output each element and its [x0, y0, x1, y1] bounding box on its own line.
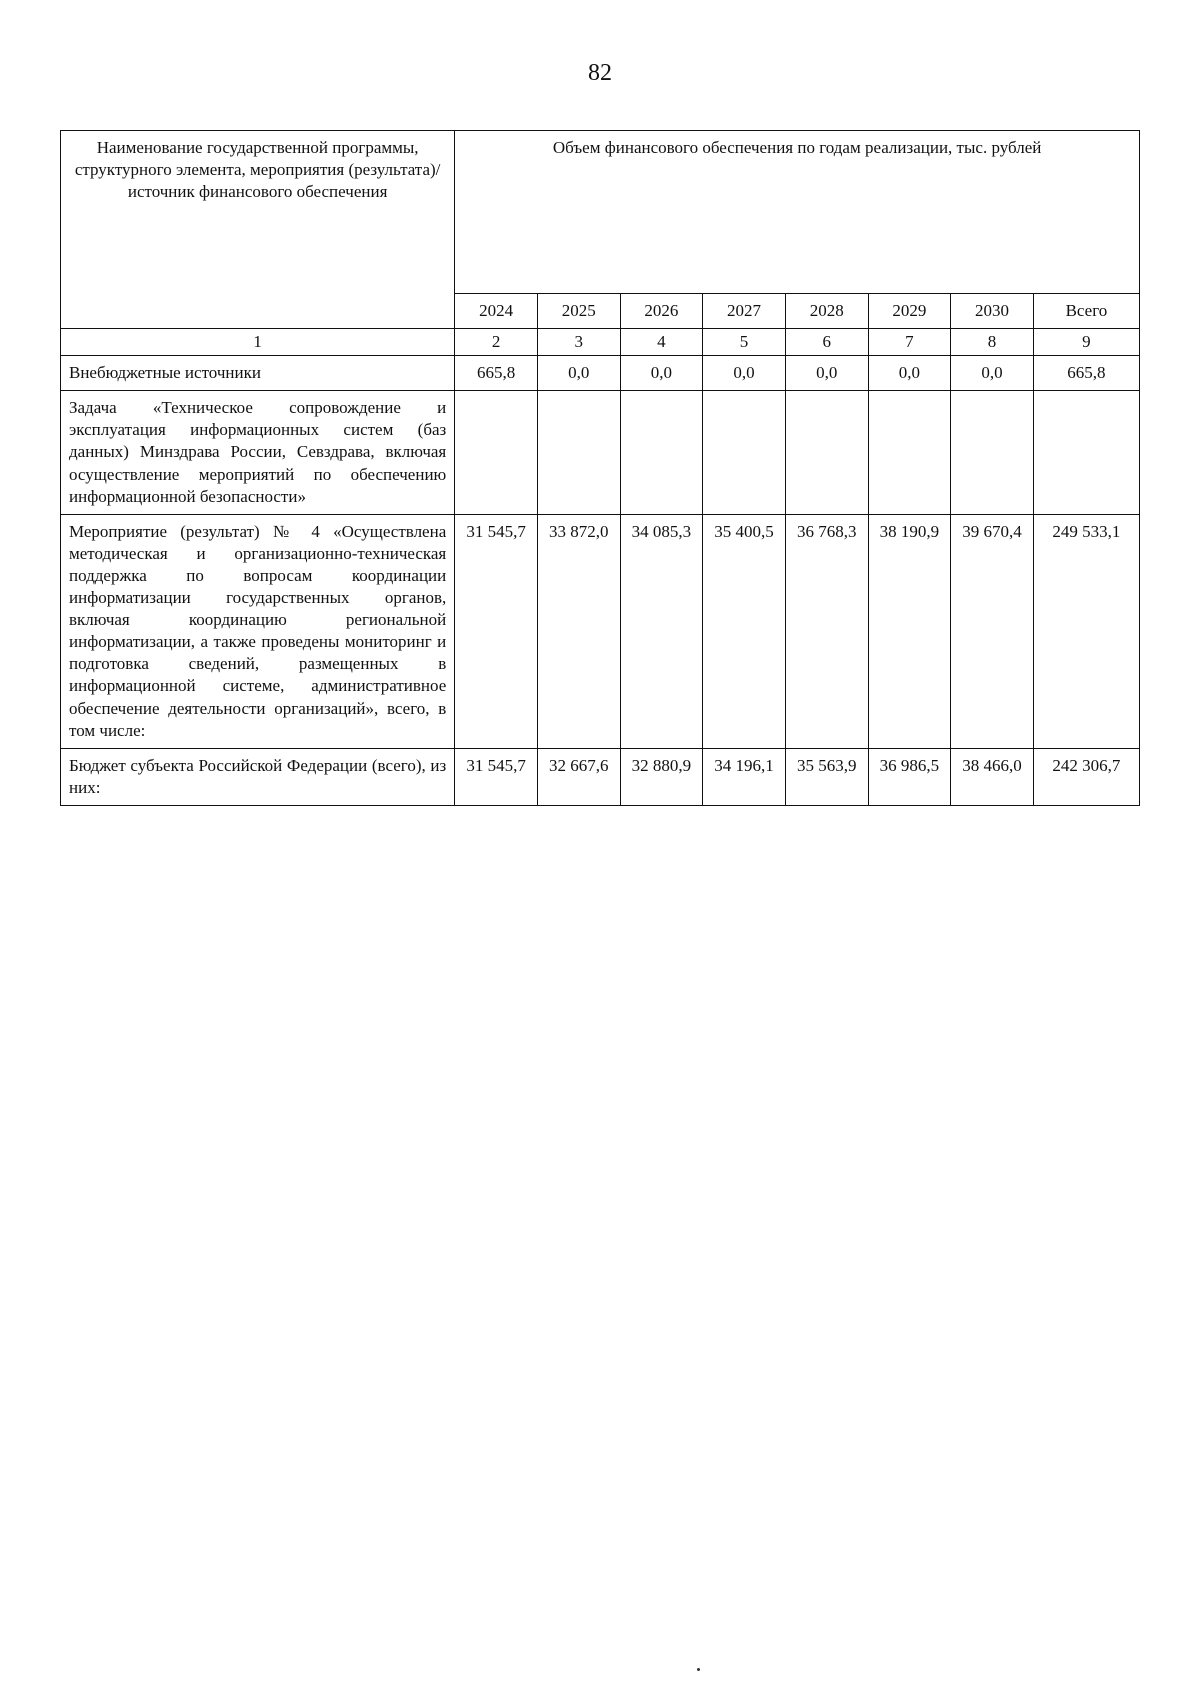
column-index: 5: [703, 329, 786, 356]
value-2027: 35 400,5: [703, 514, 786, 748]
value-2024: [455, 391, 538, 514]
row-name: Мероприятие (результат) № 4 «Осуществлена методическая и организационно-техническая поддержка по вопросам координации информатизации государственных органов, включая координацию региональной информатизации, а также проведены мониторинг и подготовка сведений, размещенных в информационной системе, административное обеспечение деятельности организаций», всего, в том числе:: [61, 514, 455, 748]
value-total: [1033, 391, 1139, 514]
column-index: 6: [785, 329, 868, 356]
value-2029: 0,0: [868, 356, 951, 391]
value-2025: 0,0: [537, 356, 620, 391]
header-year-2029: 2029: [868, 294, 951, 329]
value-2028: 36 768,3: [785, 514, 868, 748]
header-year-2028: 2028: [785, 294, 868, 329]
column-index: 3: [537, 329, 620, 356]
value-2028: 0,0: [785, 356, 868, 391]
value-2027: 34 196,1: [703, 748, 786, 805]
column-index: 9: [1033, 329, 1139, 356]
value-2024: 665,8: [455, 356, 538, 391]
scan-speck: [697, 1668, 700, 1671]
row-name: Внебюджетные источники: [61, 356, 455, 391]
financing-table: [60, 130, 1140, 806]
column-index-row: [61, 329, 1140, 356]
header-name-column: Наименование государственной программы, структурного элемента, мероприятия (результата)/источник финансового обеспечения: [61, 131, 455, 329]
header-year-2025: 2025: [537, 294, 620, 329]
value-total: 242 306,7: [1033, 748, 1139, 805]
value-2028: 35 563,9: [785, 748, 868, 805]
row-name: Задача «Техническое сопровождение и эксплуатация информационных систем (баз данных) Минздрава России, Севздрава, включая осуществление мероприятий по обеспечению информационной безопасности»: [61, 391, 455, 514]
header-year-2027: 2027: [703, 294, 786, 329]
value-2026: 0,0: [620, 356, 703, 391]
table-row-regional-budget: [61, 748, 1140, 805]
header-year-2024: 2024: [455, 294, 538, 329]
header-year-2030: 2030: [951, 294, 1034, 329]
table-row-task: [61, 391, 1140, 514]
row-name: Бюджет субъекта Российской Федерации (всего), из них:: [61, 748, 455, 805]
column-index: 8: [951, 329, 1034, 356]
table-row-measure-4: [61, 514, 1140, 748]
header-total: Всего: [1033, 294, 1139, 329]
value-2026: 32 880,9: [620, 748, 703, 805]
column-index: 7: [868, 329, 951, 356]
column-index: 2: [455, 329, 538, 356]
table-row-extrabudgetary: [61, 356, 1140, 391]
value-2030: 0,0: [951, 356, 1034, 391]
value-2027: [703, 391, 786, 514]
value-2028: [785, 391, 868, 514]
financing-table-container: [60, 130, 1140, 806]
value-2025: 32 667,6: [537, 748, 620, 805]
column-index: 1: [61, 329, 455, 356]
value-2027: 0,0: [703, 356, 786, 391]
value-total: 249 533,1: [1033, 514, 1139, 748]
value-2025: 33 872,0: [537, 514, 620, 748]
value-total: 665,8: [1033, 356, 1139, 391]
value-2030: 39 670,4: [951, 514, 1034, 748]
value-2024: 31 545,7: [455, 514, 538, 748]
value-2026: [620, 391, 703, 514]
value-2029: 36 986,5: [868, 748, 951, 805]
value-2030: 38 466,0: [951, 748, 1034, 805]
column-index: 4: [620, 329, 703, 356]
value-2026: 34 085,3: [620, 514, 703, 748]
header-financing-volume: Объем финансового обеспечения по годам реализации, тыс. рублей: [455, 131, 1140, 294]
value-2029: [868, 391, 951, 514]
value-2029: 38 190,9: [868, 514, 951, 748]
page-number: 82: [588, 60, 612, 86]
value-2030: [951, 391, 1034, 514]
value-2025: [537, 391, 620, 514]
value-2024: 31 545,7: [455, 748, 538, 805]
header-year-2026: 2026: [620, 294, 703, 329]
